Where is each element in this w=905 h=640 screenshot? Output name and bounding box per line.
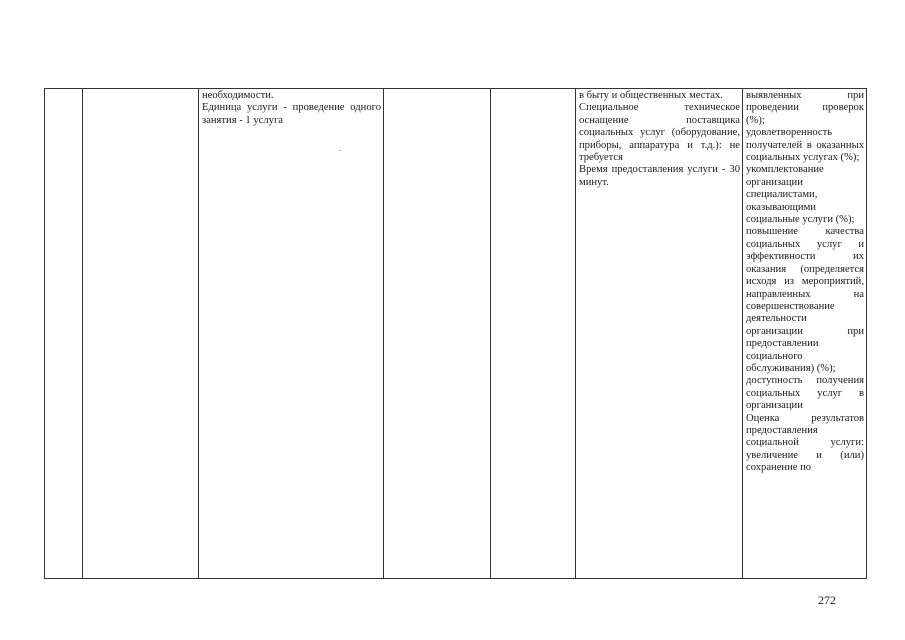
table-cell-empty (491, 89, 576, 579)
table-cell-description (199, 89, 384, 579)
table-cell-indicators (743, 89, 867, 579)
cell-paragraph: повышение качества социальных услуг и эффективности их оказания (определяется исходя из мероприятий, направленных на совершенствование деятельности организации при предоставлении социального обслуживания) (%); (746, 226, 864, 374)
cell-paragraph: Специальное техническое оснащение поставщика социальных услуг (оборудование, приборы, аппаратура и т.д.): не требуется (579, 102, 740, 164)
cell-paragraph: в быту и общественных местах. (579, 90, 723, 101)
cell-paragraph: Время предоставления услуги - 30 минут. (579, 164, 740, 188)
page-number: 272 (818, 593, 836, 607)
cell-paragraph: Оценка результатов предоставления социальной услуги: увеличение и (или) сохранение по (746, 412, 864, 474)
table-cell-empty (384, 89, 491, 579)
cell-paragraph: укомплектование организации специалистами, оказывающими социальные услуги (%); (746, 164, 855, 226)
table-row (45, 89, 867, 579)
cell-paragraph: выявленных при проведении проверок (%); (746, 90, 864, 126)
cell-paragraph: доступность получения социальных услуг в организации (746, 375, 864, 412)
cell-paragraph: удовлетворенность получателей в оказанных социальных услугах (%); (746, 127, 864, 164)
table-cell-number (45, 89, 83, 579)
services-table (44, 88, 867, 579)
cell-paragraph: Единица услуги - проведение одного занятия - 1 услуга (202, 102, 381, 126)
scan-speck (339, 150, 341, 151)
cell-paragraph: необходимости. (202, 90, 274, 101)
table-cell-service-name (83, 89, 199, 579)
table-cell-conditions (576, 89, 743, 579)
